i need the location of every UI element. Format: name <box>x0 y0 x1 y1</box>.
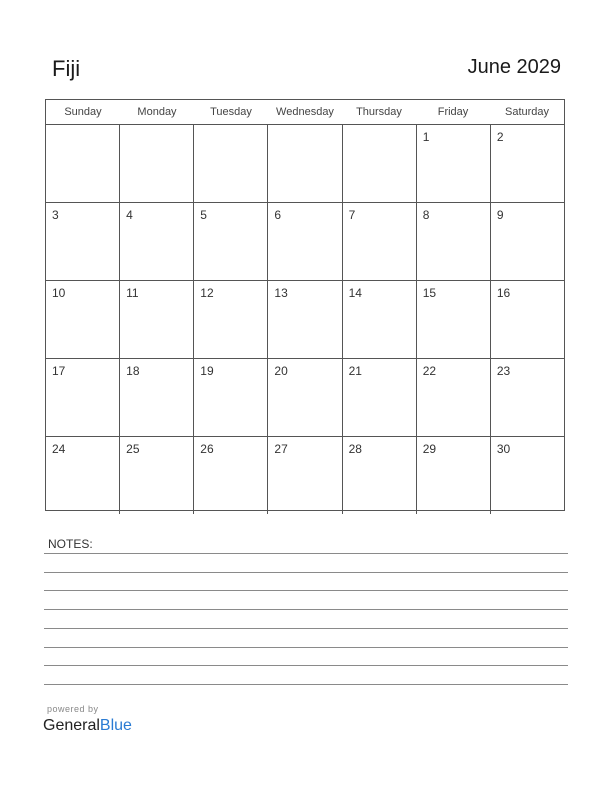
weekday-header-row <box>46 100 564 125</box>
day-cell <box>194 359 268 436</box>
day-cell <box>491 437 564 514</box>
day-number: 12 <box>200 286 214 300</box>
day-cell <box>417 203 491 280</box>
weekday-header: Friday <box>437 106 469 118</box>
day-cell <box>46 281 120 358</box>
note-line <box>44 647 568 648</box>
day-number: 25 <box>126 442 140 456</box>
day-number: 29 <box>422 442 437 456</box>
day-cell <box>194 437 268 514</box>
weekday-header: Thursday <box>356 106 402 118</box>
day-cell <box>491 203 564 280</box>
weekday-header: Saturday <box>504 106 550 118</box>
day-cell <box>417 125 491 202</box>
brand-part-blue: Blue <box>99 717 132 734</box>
day-cell <box>343 359 417 436</box>
calendar-grid <box>45 99 565 511</box>
day-number: 18 <box>126 364 140 378</box>
day-cell <box>194 203 268 280</box>
day-number: 2 <box>496 130 504 144</box>
day-number: 1 <box>422 130 430 144</box>
note-line <box>44 572 568 573</box>
day-number: 6 <box>274 208 282 222</box>
day-cell <box>491 281 564 358</box>
day-cell <box>343 125 417 202</box>
day-cell <box>268 437 342 514</box>
weekday-header: Tuesday <box>210 106 252 118</box>
day-cell <box>46 125 120 202</box>
country-title: Fiji <box>52 56 81 81</box>
day-number: 7 <box>348 208 356 222</box>
day-number: 23 <box>496 364 511 378</box>
day-number: 10 <box>52 286 66 300</box>
day-number: 13 <box>274 286 288 300</box>
month-year-title: June 2029 <box>467 56 561 78</box>
note-line <box>44 553 568 554</box>
day-number: 19 <box>200 364 214 378</box>
week-row <box>46 281 564 359</box>
day-cell <box>491 359 564 436</box>
day-cell <box>343 203 417 280</box>
week-row <box>46 125 564 203</box>
day-number: 27 <box>274 442 288 456</box>
note-line <box>44 609 568 610</box>
powered-by-text: powered by <box>47 704 99 714</box>
day-cell <box>491 125 564 202</box>
weekday-header: Monday <box>137 106 177 118</box>
day-number: 24 <box>52 442 66 456</box>
day-number: 17 <box>52 364 66 378</box>
weekday-header: Wednesday <box>276 106 334 118</box>
day-number: 16 <box>496 286 511 300</box>
day-number: 30 <box>496 442 511 456</box>
day-number: 3 <box>52 208 59 222</box>
note-line <box>44 590 568 591</box>
weekday-header: Sunday <box>64 106 102 118</box>
day-cell <box>417 359 491 436</box>
day-cell <box>194 281 268 358</box>
day-cell <box>120 125 194 202</box>
note-line <box>44 665 568 666</box>
day-cell <box>417 281 491 358</box>
day-cell <box>268 203 342 280</box>
day-number: 11 <box>126 286 139 300</box>
day-number: 20 <box>274 364 288 378</box>
day-cell <box>343 437 417 514</box>
day-cell <box>268 281 342 358</box>
day-number: 9 <box>496 208 504 222</box>
day-number: 8 <box>422 208 430 222</box>
day-cell <box>46 359 120 436</box>
day-cell <box>120 203 194 280</box>
day-cell <box>120 437 194 514</box>
day-cell <box>120 281 194 358</box>
day-cell <box>268 125 342 202</box>
brand-part-general: General <box>43 717 100 734</box>
day-cell <box>120 359 194 436</box>
day-cell <box>343 281 417 358</box>
day-cell <box>417 437 491 514</box>
day-number: 22 <box>422 364 437 378</box>
day-number: 14 <box>348 286 362 300</box>
brand-logo <box>43 717 132 735</box>
day-number: 4 <box>126 208 133 222</box>
week-row <box>46 437 564 514</box>
note-line <box>44 628 568 629</box>
day-cell <box>46 203 120 280</box>
day-number: 15 <box>422 286 437 300</box>
day-number: 28 <box>348 442 362 456</box>
note-line <box>44 684 568 685</box>
day-cell <box>268 359 342 436</box>
day-number: 5 <box>200 208 207 222</box>
day-cell <box>46 437 120 514</box>
day-number: 21 <box>348 364 362 378</box>
week-row <box>46 203 564 281</box>
week-row <box>46 359 564 437</box>
day-number: 26 <box>200 442 214 456</box>
day-cell <box>194 125 268 202</box>
notes-label: NOTES: <box>48 537 93 551</box>
